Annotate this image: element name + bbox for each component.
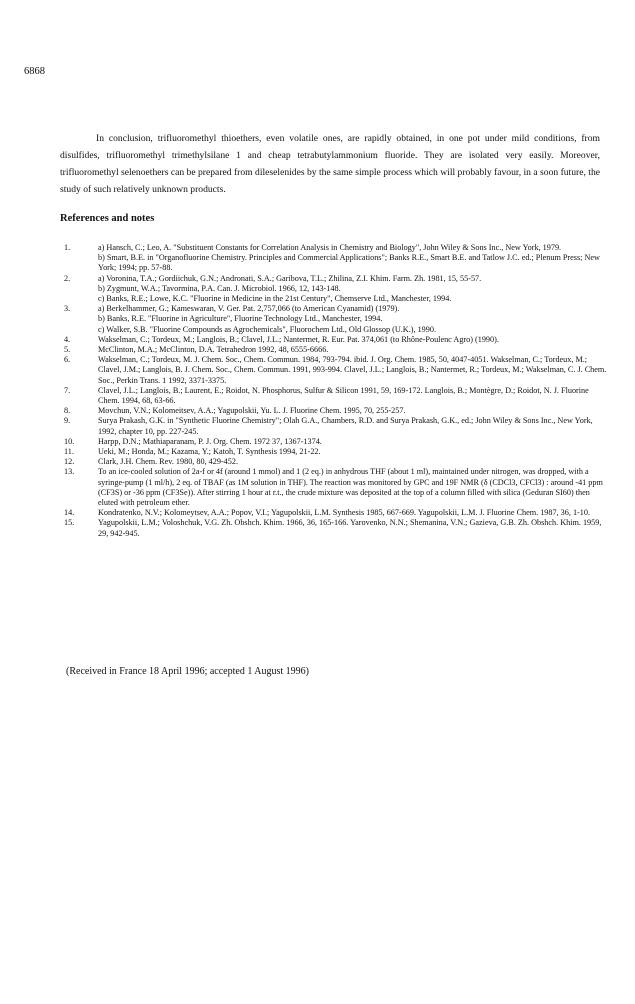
reference-item	[60, 447, 608, 457]
reference-line: c) Banks, R.E.; Lowe, K.C. "Fluorine in Medicine in the 21st Century", Chemserve Ltd., Manchester, 1994.	[98, 294, 452, 304]
reference-text	[98, 386, 608, 406]
reference-number: 14.	[64, 508, 75, 518]
reference-line: b) Zygmunt, W.A.; Tavormina, P.A. Can. J. Microbiol. 1966, 12, 143-148.	[98, 283, 341, 293]
reference-number: 2.	[64, 273, 71, 283]
reference-text	[98, 345, 608, 355]
reference-line: Harpp, D.N.; Mathiaparanam, P. J. Org. Chem. 1972 37, 1367-1374.	[98, 436, 322, 446]
reference-number: 8.	[64, 406, 71, 416]
reference-text	[98, 437, 608, 447]
reference-line: Kondratenko, N.V.; Kolomeytsev, A.A.; Popov, V.I.; Yagupolskii, L.M. Synthesis 1985, 667-669. Yagupolskii, L.M. J. Fluorine Chem. 1987, 36, 1-10.	[98, 508, 591, 518]
reference-item	[60, 345, 608, 355]
reference-item	[60, 467, 608, 508]
reference-line: Yagupolskii, L.M.; Voloshchuk, V.G. Zh. Obshch. Khim. 1966, 36, 165-166. Yarovenko, N.N.; Shemanina, V.N.; Gazieva, G.B. Zh. Obshch. Khim. 1959, 29, 942-945.	[98, 518, 602, 538]
reference-text	[98, 508, 608, 518]
reference-line: a) Voronina, T.A.; Gordiichuk, G.N.; Andronati, S.A.; Garibova, T.L.; Zhilina, Z.I. Khim. Farm. Zh. 1981, 15, 55-57.	[98, 273, 482, 283]
reference-line: To an ice-cooled solution of 2a-f or 4f (around 1 mmol) and 1 (2 eq.) in anhydrous THF (about 1 ml), maintained under nitrogen, was dropped, with a syringe-pump (1 ml/h), 2 eq. of TBAF (as 1M solution in THF). The reaction was monitored by GPC and 19F NMR (δ (CDCl3, CFCl3) : around -41 ppm (CF3S) or -36 ppm (CF3Se)). After stirring 1 hour at r.t., the crude mixture was deposited at the top of a column filled with silica (Geduran SI60) then eluted with petroleum ether.	[98, 467, 603, 508]
reference-line: Surya Prakash, G.K. in "Synthetic Fluorine Chemistry"; Olah G.A., Chambers, R.D. and Surya Prakash, G.K., ed.; John Wiley & Sons Inc., New York, 1992, chapter 10, pp. 227-245.	[98, 416, 593, 436]
reference-line: Clark, J.H. Chem. Rev. 1980, 80, 429-452.	[98, 457, 239, 467]
conclusion-paragraph	[60, 130, 600, 198]
reference-text	[98, 447, 608, 457]
references-list	[60, 243, 608, 539]
reference-line: a) Berkelhammer, G.; Kameswaran, V. Ger. Pat. 2,757,066 (to American Cyanamid) (1979).	[98, 304, 400, 314]
reference-item	[60, 304, 608, 335]
reference-line: a) Hansch, C.; Leo, A. "Substituent Constants for Correlation Analysis in Chemistry and Biology", John Wiley & Sons Inc., New York, 1979.	[98, 243, 562, 252]
reference-line: Movchun, V.N.; Kolomeitsev, A.A.; Yagupolskii, Yu. L. J. Fluorine Chem. 1995, 70, 255-257.	[98, 406, 406, 416]
reference-line: Ueki, M.; Honda, M.; Kazama, Y.; Katoh, T. Synthesis 1994, 21-22.	[98, 447, 321, 457]
reference-item	[60, 274, 608, 305]
reference-number: 5.	[64, 345, 71, 355]
reference-number: 4.	[64, 334, 71, 344]
reference-text	[98, 518, 608, 538]
reference-text	[98, 304, 608, 335]
reference-number: 7.	[64, 385, 71, 395]
reference-number: 1.	[64, 243, 71, 252]
reference-text	[98, 335, 608, 345]
reference-text	[98, 416, 608, 436]
references-heading: References and notes	[60, 213, 155, 224]
reference-item	[60, 386, 608, 406]
reference-number: 12.	[64, 457, 75, 467]
reference-item	[60, 416, 608, 436]
reference-item	[60, 243, 608, 274]
reference-line: Clavel, J.L.; Langlois, B.; Laurent, E.; Roidot, N. Phosphorus, Sulfur & Silicon 1991, 59, 169-172. Langlois, B.; Montègre, D.; Roidot, N. J. Fluorine Chem. 1994, 68, 63-66.	[98, 385, 589, 406]
reference-line: McClinton, M.A.; McClinton, D.A. Tetrahedron 1992, 48, 6555-6666.	[98, 345, 329, 355]
reference-number: 11.	[64, 447, 74, 457]
reference-text	[98, 457, 608, 467]
reference-line: Wakselman, C.; Tordeux, M.; Langlois, B.; Clavel, J.L.; Nantermet, R. Eur. Pat. 374,061 (to Rhône-Poulenc Agro) (1990).	[98, 334, 499, 344]
reference-line: b) Smart, B.E. in "Organofluorine Chemistry. Principles and Commercial Applications"; Banks R.E., Smart B.E. and Tatlow J.C. ed.; Plenum Press; New York; 1994; pp. 57-88.	[98, 253, 600, 273]
reference-item	[60, 355, 608, 386]
paragraph-text: In conclusion, trifluoromethyl thioethers, even volatile ones, are rapidly obtained, in one pot under mild conditions, from disulfides, trifluoromethyl trimethylsilane 1 and cheap tetrabutylammonium fluoride. They are isolated very easily. Moreover, trifluoromethyl selenoethers can be prepared from dileselenides by the same simple process which will probably favour, in a soon future, the study of such relatively unknown products.	[60, 133, 600, 195]
reference-number: 10.	[64, 436, 75, 446]
reference-item	[60, 508, 608, 518]
reference-item	[60, 406, 608, 416]
reference-number: 15.	[64, 518, 75, 528]
reference-number: 9.	[64, 416, 71, 426]
received-note: (Received in France 18 April 1996; accepted 1 August 1996)	[66, 666, 309, 677]
page-number: 6868	[24, 66, 45, 77]
reference-item	[60, 335, 608, 345]
reference-item	[60, 457, 608, 467]
reference-text	[98, 274, 608, 305]
reference-text	[98, 355, 608, 386]
reference-line: c) Walker, S.B. "Fluorine Compounds as Agrochemicals", Fluorochem Ltd., Old Glossop (U.K.), 1990.	[98, 324, 437, 334]
reference-number: 13.	[64, 467, 75, 477]
reference-text	[98, 243, 608, 274]
reference-line: Wakselman, C.; Tordeux, M. J. Chem. Soc., Chem. Commun. 1984, 793-794. ibid. J. Org. Chem. 1985, 50, 4047-4051. Wakselman, C.; Tordeux, M.; Clavel, J.M.; Langlois, B. J. Chem. Soc., Chem. Commun. 1991, 993-994. Clavel, J.L.; Langlois, B.; Nantermet, R.; Tordeux, M.; Wakselman, C. J. Chem. Soc., Perkin Trans. 1 1992, 3371-3375.	[98, 355, 607, 385]
reference-text	[98, 467, 608, 508]
reference-item	[60, 437, 608, 447]
reference-text	[98, 406, 608, 416]
reference-line: b) Banks, R.E. "Fluorine in Agriculture", Fluorine Technology Ltd., Manchester, 1994.	[98, 314, 383, 324]
reference-item	[60, 518, 608, 538]
reference-number: 6.	[64, 355, 71, 365]
reference-number: 3.	[64, 304, 71, 314]
